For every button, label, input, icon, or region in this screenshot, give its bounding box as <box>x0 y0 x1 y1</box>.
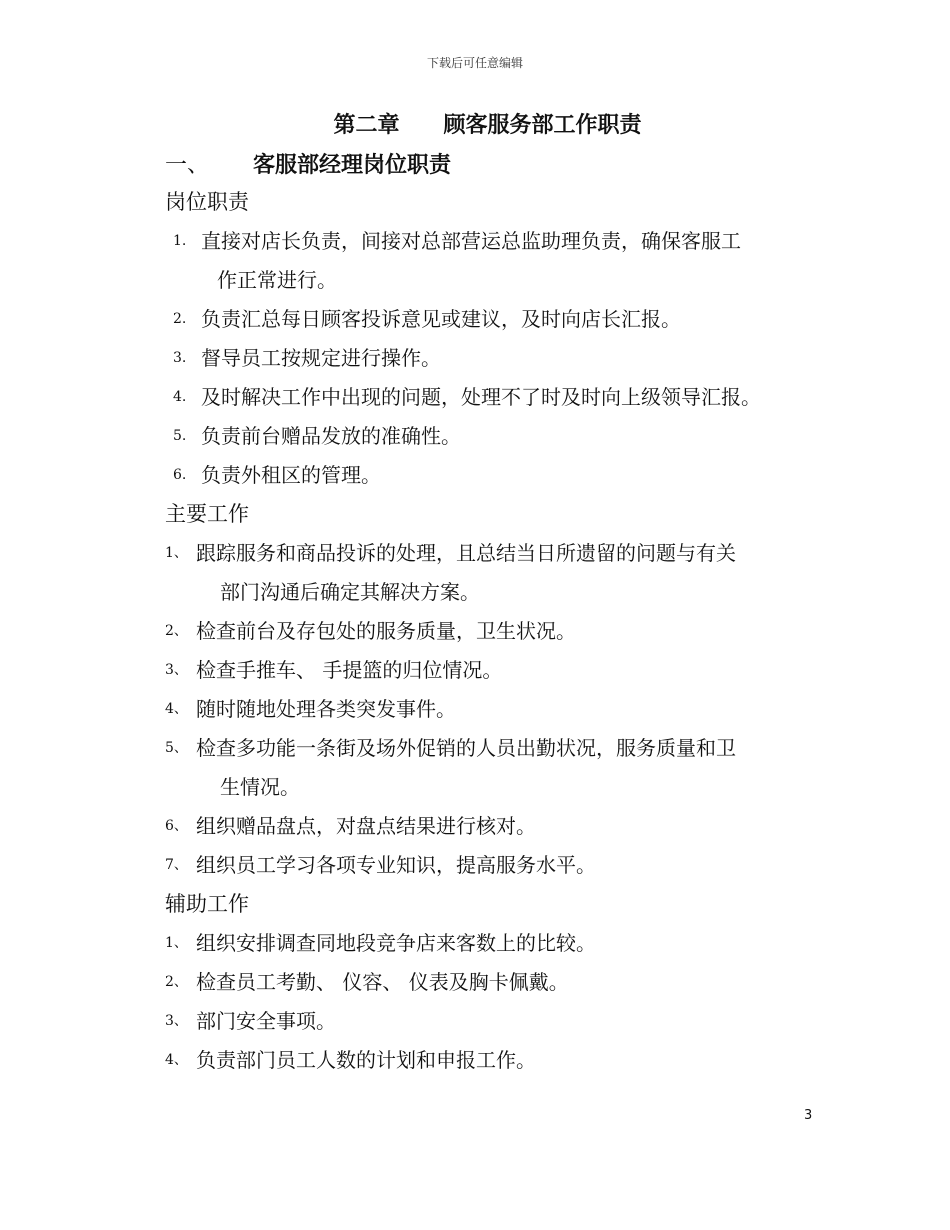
list-item-number: 6. <box>173 467 187 483</box>
list-item-number: 3、 <box>165 1013 188 1029</box>
chapter-name: 顾客服务部工作职责 <box>443 113 642 138</box>
list-item-text: 直接对店长负责，间接对总部营运总监助理负责，确保客服工 <box>201 229 741 253</box>
list-item-text: 检查员工考勤、 仪容、 仪表及胸卡佩戴。 <box>196 970 569 994</box>
list-item-text: 及时解决工作中出现的问题，处理不了时及时向上级领导汇报。 <box>201 385 761 409</box>
list-item <box>165 300 835 339</box>
list-item-text-continued: 作正常进行。 <box>217 268 337 292</box>
list-item <box>165 1041 835 1080</box>
list-item-number: 4. <box>173 389 187 405</box>
list-item-number: 5、 <box>165 740 188 756</box>
list-item-text: 负责部门员工人数的计划和申报工作。 <box>196 1048 536 1072</box>
subsection-heading: 岗位职责 <box>165 190 249 214</box>
list-item <box>165 963 835 1002</box>
list-item-number: 4、 <box>165 1052 188 1068</box>
list-item-text: 督导员工按规定进行操作。 <box>201 346 441 370</box>
list-item-number: 5. <box>173 428 187 444</box>
list-item <box>165 534 835 612</box>
list-item <box>165 651 835 690</box>
chapter-title <box>0 108 950 139</box>
list-item-text: 部门安全事项。 <box>196 1009 336 1033</box>
list-item <box>165 924 835 963</box>
list-item-text: 负责汇总每日顾客投诉意见或建议，及时向店长汇报。 <box>201 307 681 331</box>
list-item-text: 负责前台赠品发放的准确性。 <box>201 424 461 448</box>
list-item-text-continued: 生情况。 <box>220 775 300 799</box>
list-item-text: 跟踪服务和商品投诉的处理，且总结当日所遗留的问题与有关 <box>196 541 736 565</box>
list-item-number: 1. <box>173 233 187 249</box>
list-item-text: 检查多功能一条街及场外促销的人员出勤状况，服务质量和卫 <box>196 736 736 760</box>
section-title <box>165 148 451 179</box>
list-item <box>165 1002 835 1041</box>
list-item-text: 组织安排调查同地段竞争店来客数上的比较。 <box>196 931 596 955</box>
chapter-label: 第二章 <box>333 113 400 138</box>
page-number: 3 <box>804 1108 813 1123</box>
list-item-number: 1、 <box>165 545 188 561</box>
list-item <box>165 222 835 300</box>
document-body <box>165 183 835 1080</box>
list-item <box>165 339 835 378</box>
list-item-number: 1、 <box>165 935 188 951</box>
list-item-text: 检查前台及存包处的服务质量，卫生状况。 <box>196 619 576 643</box>
section-name: 客服部经理岗位职责 <box>253 153 452 178</box>
list-item-number: 7、 <box>165 857 188 873</box>
list-item <box>165 846 835 885</box>
list-item-text-continued: 部门沟通后确定其解决方案。 <box>220 580 480 604</box>
list-item-text: 组织员工学习各项专业知识，提高服务水平。 <box>196 853 596 877</box>
list-item <box>165 690 835 729</box>
list-item-text: 检查手推车、 手提篮的归位情况。 <box>196 658 503 682</box>
list-item <box>165 729 835 807</box>
list-item <box>165 417 835 456</box>
subsection-heading: 辅助工作 <box>165 892 249 916</box>
list-item-number: 2、 <box>165 974 188 990</box>
list-item <box>165 807 835 846</box>
list-item-text: 组织赠品盘点，对盘点结果进行核对。 <box>196 814 536 838</box>
list-item-number: 3. <box>173 350 187 366</box>
list-item-number: 2、 <box>165 623 188 639</box>
subsection-heading: 主要工作 <box>165 502 249 526</box>
list-item-number: 6、 <box>165 818 188 834</box>
header-note: 下载后可任意编辑 <box>426 56 523 70</box>
list-item-text: 负责外租区的管理。 <box>201 463 381 487</box>
list-item <box>165 378 835 417</box>
list-item-number: 2. <box>173 311 187 327</box>
list-item-text: 随时随地处理各类突发事件。 <box>196 697 456 721</box>
list-item <box>165 456 835 495</box>
list-item <box>165 612 835 651</box>
section-number: 一、 <box>165 153 210 178</box>
list-item-number: 4、 <box>165 701 188 717</box>
list-item-number: 3、 <box>165 662 188 678</box>
